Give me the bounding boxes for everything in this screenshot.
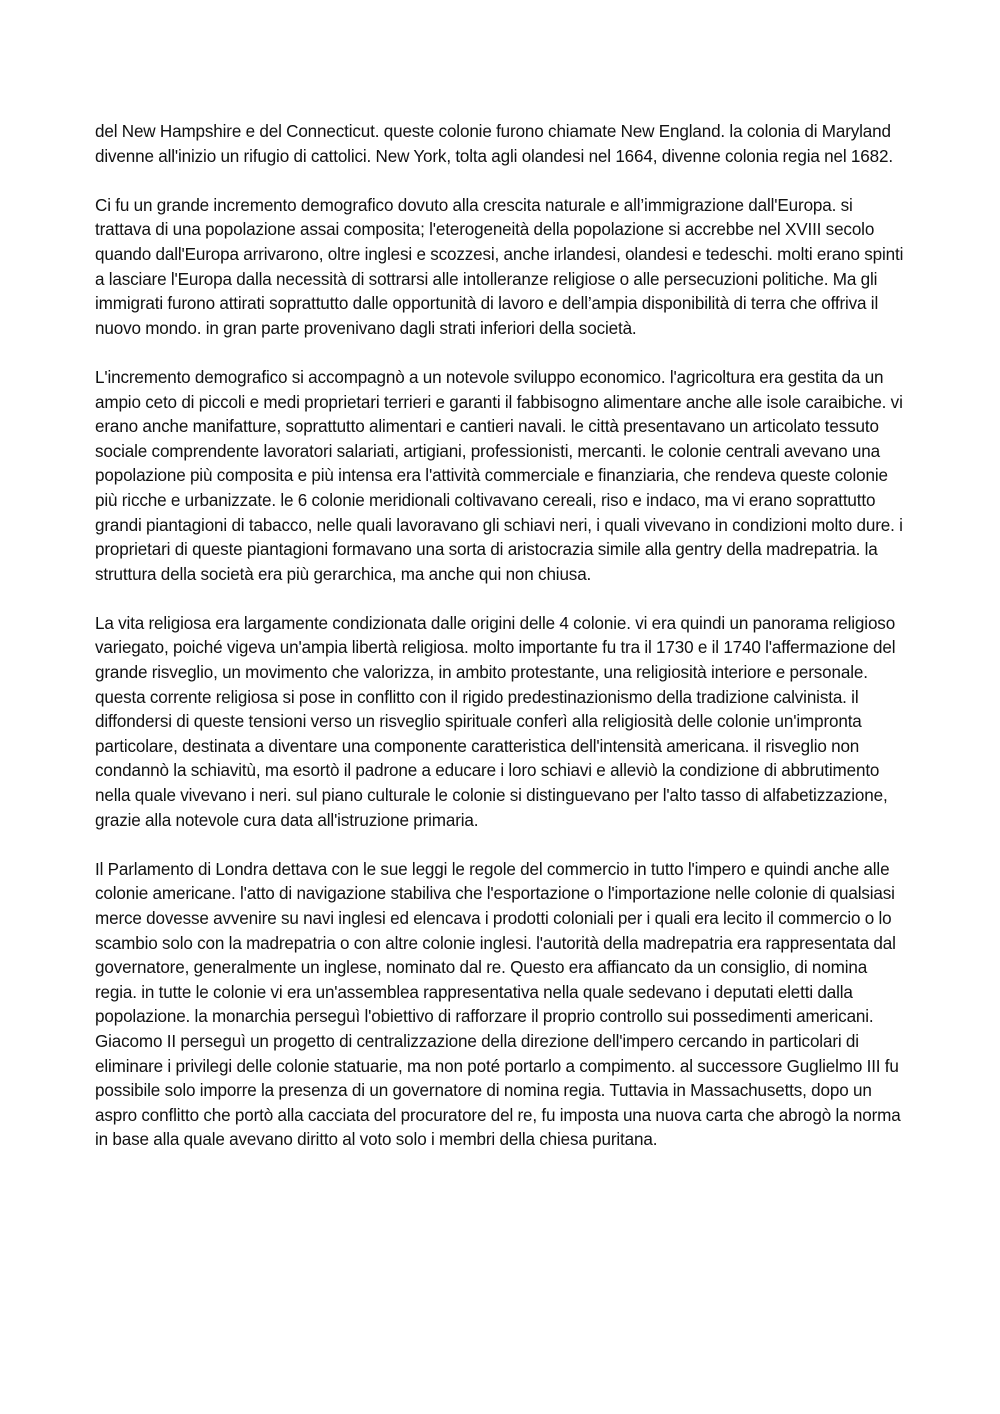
paragraph-religious-life: La vita religiosa era largamente condizionata dalle origini delle 4 colonie. vi era quindi un panorama religioso variegato, poiché vigeva un'ampia libertà religiosa. molto importante fu tra il 1730 e il 1740 l'affermazione del grande risveglio, un movimento che valorizza, in ambito protestante, una religiosità interiore e personale. questa corrente religiosa si pose in conflitto con il rigido predestinazionismo della tradizione calvinista. il diffondersi di queste tensioni verso un risveglio spirituale conferì alla religiosità delle colonie un'impronta particolare, destinata a diventare una componente caratteristica dell'intensità americana. il risveglio non condannò la schiavitù, ma esortò il padrone a educare i loro schiavi e alleviò la condizione di abbrutimento nella quale vivevano i neri. sul piano culturale le colonie si distinguevano per l'alto tasso di alfabetizzazione, grazie alla notevole cura data all'istruzione primaria. bbox=[95, 613, 896, 830]
paragraph-economic-development: L'incremento demografico si accompagnò a un notevole sviluppo economico. l'agricoltura era gestita da un ampio ceto di piccoli e medi proprietari terrieri e garanti il fabbisogno alimentare anche alle isole caraibiche. vi erano anche manifatture, soprattutto alimentari e cantieri navali. le città presentavano un articolato tessuto sociale comprendente lavoratori salariati, artigiani, professionisti, mercanti. le colonie centrali avevano una popolazione più composita e più intensa era l'attività commerciale e finanziaria, che rendeva queste colonie più ricche e urbanizzate. le 6 colonie meridionali coltivavano cereali, riso e indaco, ma vi erano soprattutto grandi piantagioni di tabacco, nelle quali lavoravano gli schiavi neri, i quali vivevano in condizioni molto dure. i proprietari di queste piantagioni formavano una sorta di aristocrazia simile alla gentry della madrepatria. la struttura della società era più gerarchica, ma anche qui non chiusa. bbox=[95, 367, 903, 584]
paragraph-demographic-growth: Ci fu un grande incremento demografico dovuto alla crescita naturale e all’immigrazione dall'Europa. si trattava di una popolazione assai composita; l'eterogeneità della popolazione si accrebbe nel XVIII secolo quando dall'Europa arrivarono, oltre inglesi e scozzesi, anche irlandesi, olandesi e tedeschi. molti erano spinti a lasciare l'Europa dalla necessità di sottrarsi alle intolleranze religiose o alle persecuzioni politiche. Ma gli immigrati furono attirati soprattutto dalle opportunità di lavoro e dell’ampia disponibilità di terra che offriva il nuovo mondo. in gran parte provenivano dagli strati inferiori della società. bbox=[95, 195, 904, 338]
paragraph-parliament-and-colonies: Il Parlamento di Londra dettava con le sue leggi le regole del commercio in tutto l'impero e quindi anche alle colonie americane. l'atto di navigazione stabiliva che l'esportazione o l'importazione nelle colonie di qualsiasi merce dovesse avvenire su navi inglesi ed elencava i prodotti coloniali per i quali era lecito il commercio o lo scambio solo con la madrepatria o con altre colonie inglesi. l'autorità della madrepatria era rappresentata dal governatore, generalmente un inglese, nominato dal re. Questo era affiancato da un consiglio, di nomina regia. in tutte le colonie vi era un'assemblea rappresentativa nella quale sedevano i deputati eletti dalla popolazione. la monarchia perseguì l'obiettivo di rafforzare il proprio controllo sui possedimenti americani. Giacomo II perseguì un progetto di centralizzazione della direzione dell'impero cercando in particolari di eliminare i privilegi delle colonie statuarie, ma non poté portarlo a compimento. al successore Guglielmo III fu possibile solo imporre la presenza di un governatore di nomina regia. Tuttavia in Massachusetts, dopo un aspro conflitto che portò alla cacciata del procuratore del re, fu imposta una nuova carta che abrogò la norma in base alla quale avevano diritto al voto solo i membri della chiesa puritana. bbox=[95, 859, 901, 1150]
paragraph-colonies-new-england: del New Hampshire e del Connecticut. queste colonie furono chiamate New England. la colonia di Maryland divenne all'inizio un rifugio di cattolici. New York, tolta agli olandesi nel 1664, divenne colonia regia nel 1682. bbox=[95, 122, 893, 166]
document-page bbox=[95, 120, 910, 1153]
